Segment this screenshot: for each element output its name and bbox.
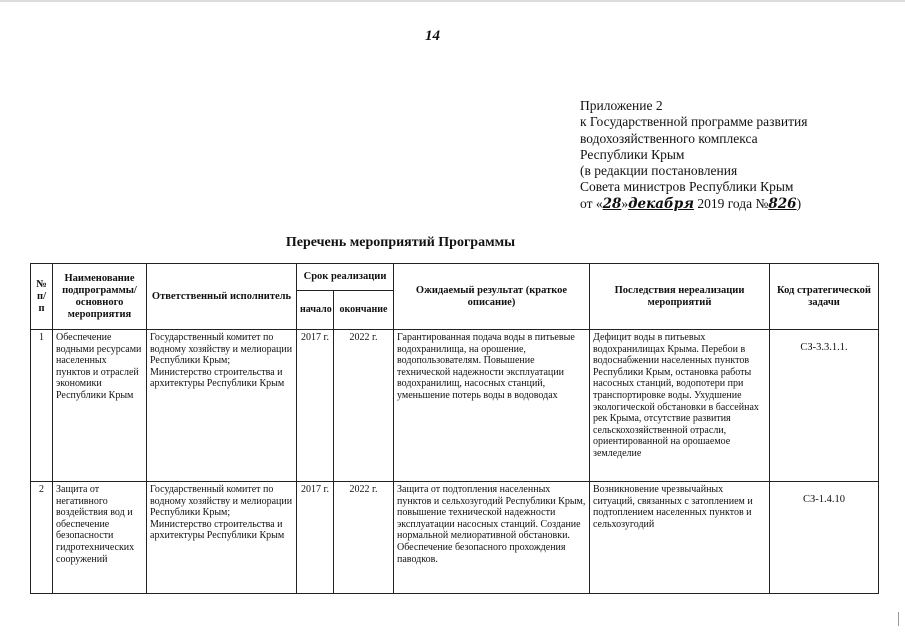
header-result: Ожидаемый результат (краткое описание) bbox=[394, 264, 590, 330]
row-num: 1 bbox=[31, 330, 53, 482]
row-result: Гарантированная подача воды в питьевые водохранилища, на орошение, водопользователям. Повышение технической надежности эксплуатации водохранилищ, насосных станций, уменьшение потерь воды в водоводах bbox=[394, 330, 590, 482]
header-code: Код стратегической задачи bbox=[770, 264, 879, 330]
header-end: окончание bbox=[334, 291, 394, 330]
table-row bbox=[31, 330, 879, 482]
appendix-line: Приложение 2 bbox=[580, 98, 663, 113]
close-paren: ) bbox=[796, 195, 802, 211]
table-row bbox=[31, 482, 879, 594]
document-title: Перечень мероприятий Программы bbox=[285, 235, 516, 250]
appendix-line: водохозяйственного комплекса bbox=[580, 130, 758, 146]
row-end: 2022 г. bbox=[334, 482, 394, 594]
row-consequences: Возникновение чрезвычайных ситуаций, связанных с затоплением и подтоплением населенных пунктов и сельхозугодий bbox=[590, 482, 770, 594]
row-executor: Государственный комитет по водному хозяйству и мелиорации Республики Крым; Министерство строительства и архитектуры Республики Крым bbox=[147, 330, 297, 482]
header-consequences: Последствия нереализации мероприятий bbox=[590, 264, 770, 330]
measures-table bbox=[30, 263, 879, 594]
header-start: начало bbox=[297, 291, 334, 330]
date-prefix: от « bbox=[580, 195, 603, 211]
handwritten-number: 826 bbox=[768, 195, 797, 212]
row-start: 2017 г. bbox=[297, 330, 334, 482]
row-num: 2 bbox=[31, 482, 53, 594]
row-start: 2017 г. bbox=[297, 482, 334, 594]
appendix-line: к Государственной программе развития bbox=[580, 114, 808, 130]
appendix-line: Республики Крым bbox=[580, 146, 685, 162]
page-number: 14 bbox=[425, 28, 440, 44]
row-result: Защита от подтопления населенных пунктов и сельхозугодий Республики Крым, повышение технической надежности эксплуатации насосных станций. Создание нормальной мелиоративной обстановки. Обеспечение безопасного прохождения паводков. bbox=[394, 482, 590, 594]
header-term: Срок реализации bbox=[297, 264, 394, 291]
header-row bbox=[31, 264, 879, 291]
row-name: Защита от негативного воздействия вод и обеспечение безопасности гидротехнических сооружений bbox=[53, 482, 147, 594]
row-code: СЗ-3.3.1.1. bbox=[770, 330, 879, 482]
row-consequences: Дефицит воды в питьевых водохранилищах Крыма. Перебои в водоснабжении населенных пунктов Республики Крым, остановка работы насосных станций, водопотери при транспортировке воды. Ухудшение экологической обстановки в бассейнах рек Крыма, отсутствие развития сельскохозяйственной отрасли, ориентированной на орошаемое земледелие bbox=[590, 330, 770, 482]
scan-edge bbox=[0, 0, 905, 2]
appendix-block bbox=[580, 98, 880, 212]
row-name: Обеспечение водными ресурсами населенных пунктов и отраслей экономики Республики Крым bbox=[53, 330, 147, 482]
row-executor: Государственный комитет по водному хозяйству и мелиорации Республики Крым; Министерство строительства и архитектуры Республики Крым bbox=[147, 482, 297, 594]
year-text: 2019 года № bbox=[693, 195, 769, 211]
appendix-line: (в редакции постановления bbox=[580, 163, 738, 179]
handwritten-month: декабря bbox=[628, 195, 694, 212]
appendix-line: Совета министров Республики Крым bbox=[580, 179, 794, 195]
header-executor: Ответственный исполнитель bbox=[147, 264, 297, 330]
header-num: № п/п bbox=[31, 264, 53, 330]
document-title-wrap bbox=[0, 235, 905, 251]
appendix-date-line bbox=[580, 196, 880, 212]
day-close: » bbox=[621, 195, 629, 211]
scan-edge-mark bbox=[898, 612, 899, 626]
row-end: 2022 г. bbox=[334, 330, 394, 482]
row-code: СЗ-1.4.10 bbox=[770, 482, 879, 594]
header-name: Наименование подпрограммы/ основного мероприятия bbox=[53, 264, 147, 330]
handwritten-day: 28 bbox=[602, 195, 622, 212]
